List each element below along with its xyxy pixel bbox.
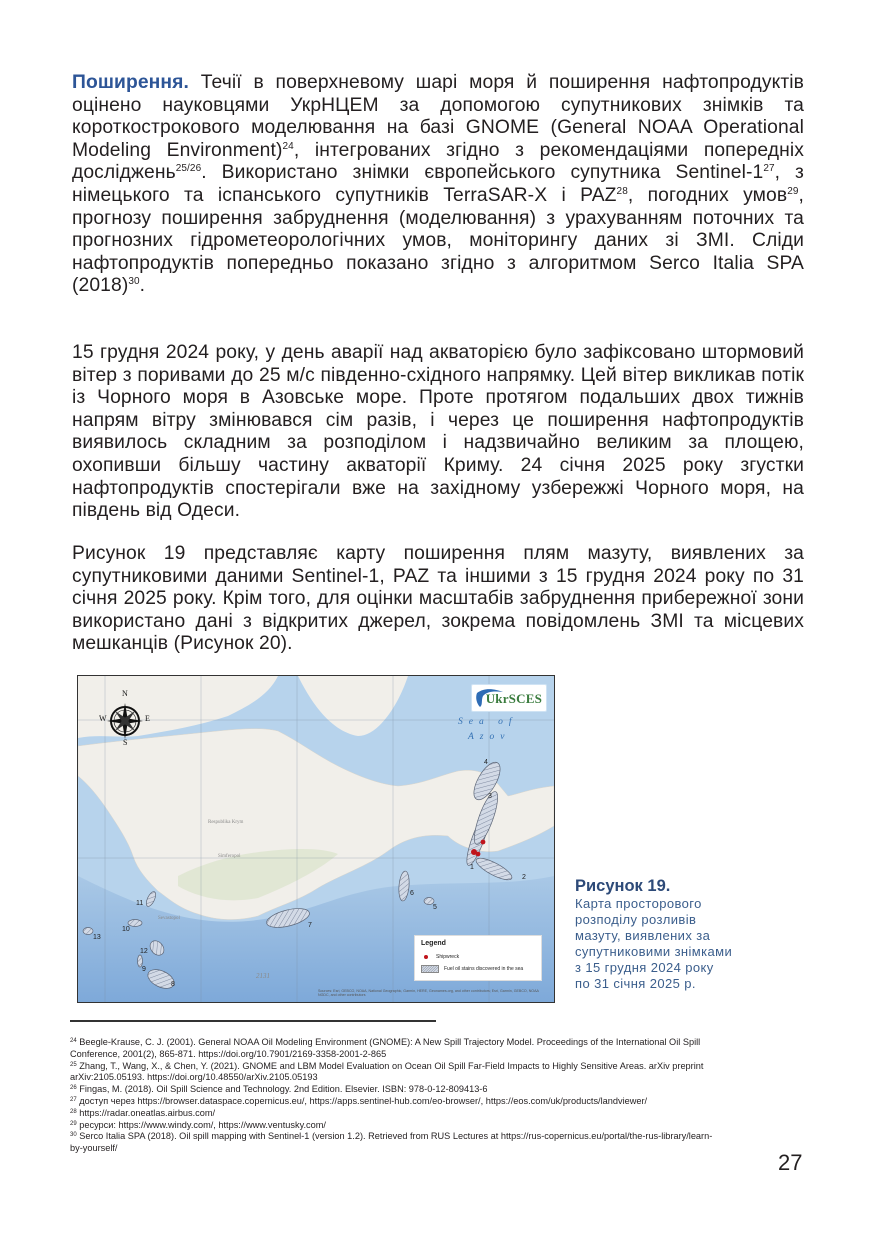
footnote-ref[interactable]: 24 (282, 140, 294, 152)
paragraph-text: , з німецького та іспанського супутників TerraSAR-X і PAZ (72, 162, 804, 206)
footnote-text[interactable]: ресурси: https://www.windy.com/, https://www.ventusky.com/ (79, 1119, 326, 1130)
paragraph-spread (72, 72, 804, 298)
shipwreck-dot-icon (424, 955, 428, 959)
map-attribution: Sources: Esri, GEBCO, NOAA, National Geographic, Garmin, HERE, Geonames.org, and other contributors; Esri, Garmin, GEBCO, NOAA NGDC, and other contributors (318, 989, 539, 998)
spill-label-7: 7 (308, 922, 312, 929)
footnotes (70, 1037, 720, 1155)
paragraph-figure-intro: Рисунок 19 представляє карту поширення плям мазуту, виявлених за супутниковими даними Sentinel-1, PAZ та іншими з 15 грудня 2024 року по 31 січня 2025 року. Крім того, для оцінки масштабів забруднення прибережної зони використано дані з відкритих джерел, зокрема повідомлень ЗМІ та місцевих мешканців (Рисунок 20). (72, 543, 804, 655)
depth-label: 2131 (256, 972, 270, 980)
spill-label-6: 6 (410, 890, 414, 897)
spill-label-1: 1 (470, 864, 474, 871)
paragraph-text: , прогнозу поширення забруднення (моделювання) з урахуванням поточних та прогнозних гідрометеорологічних умов, моніторингу даних зі ЗМІ. Сліди нафтопродуктів попередньо показано згідно з алгоритмом Serco Italia SPA (2018) (72, 184, 804, 297)
figure-caption (575, 876, 795, 992)
footnote-text[interactable]: доступ через https://browser.dataspace.copernicus.eu/, https://apps.sentinel-hub.com/eo-browser/, https://eos.com/uk/products/landviewer/ (79, 1095, 648, 1106)
compass-east: E (145, 714, 150, 723)
footnote-30 (70, 1131, 720, 1155)
legend-label: Shipwreck (436, 954, 460, 960)
spill-label-2: 2 (522, 874, 526, 881)
paragraph-text: . Використано знімки європейського супутника Sentinel-1 (201, 162, 764, 184)
compass-south: S (123, 738, 128, 747)
footnote-26 (70, 1084, 720, 1096)
legend-label: Fuel oil stains discovered in the sea (444, 966, 524, 972)
caption-line: мазуту, виявлених за (575, 928, 711, 943)
paragraph-text: , інтегрованих згідно з рекомендаціями попередніх досліджень (72, 139, 804, 184)
legend-title: Legend (421, 940, 446, 947)
footnote-text: Zhang, T., Wang, X., & Chen, Y. (2021). GNOME and LBM Model Evaluation on Ocean Oil Spill Far-Field Impacts to Highly Sensitive Areas. arXiv preprint arXiv:2105.05193. https://doi.org/10.48550/arXiv.2105.05193 (70, 1060, 704, 1083)
legend-item-shipwreck (421, 954, 459, 960)
caption-line: розподілу розливів (575, 912, 697, 927)
footnote-number: 29 (70, 1120, 77, 1127)
spill-label-3: 3 (488, 793, 492, 800)
paragraph-text: . (139, 275, 146, 297)
footnote-link[interactable]: https://radar.oneatlas.airbus.com/ (79, 1107, 216, 1118)
spill-label-10: 10 (122, 926, 130, 933)
footnote-divider (70, 1020, 436, 1022)
paragraph-text: , погодних умов (627, 184, 788, 206)
footnote-text: Fingas, M. (2018). Oil Spill Science and Technology. 2nd Edition. Elsevier. ISBN: 978-0-12-809413-6 (79, 1084, 488, 1095)
paragraph-text: Течії в поверхневому шарі моря й поширення нафтопродуктів оцінено науковцями УкрНЦЕМ за допомогою супутникових знімків та короткострокового моделювання на базі GNOME (General NOAA Operational Modeling Environment) (72, 72, 804, 161)
paragraph-accident: 15 грудня 2024 року, у день аварії над акваторією було зафіксовано штормовий вітер з поривами до 25 м/с південно-східного напрямку. Цей вітер викликав потік із Чорного моря в Азовське море. Проте протягом подальших двох тижнів напрям вітру змінювався сім разів, і через це поширення нафтопродуктів виявилось складним за розподілом і надзвичайно великим за площею, охопивши більшу частину акваторії Криму. 24 січня 2025 року згустки нафтопродуктів спостерігали вже на західному узбережжі Чорного моря, на південь від Одеси. (72, 342, 804, 522)
footnote-number: 28 (70, 1108, 77, 1115)
spill-label-4: 4 (484, 759, 488, 766)
footnote-text[interactable]: Serco Italia SPA (2018). Oil spill mapping with Sentinel-1 (version 1.2). Retrieved from RUS Lectures at https://rus-copernicus.eu/portal/the-rus-library/learn-by-yourself/ (70, 1131, 713, 1154)
map-legend (414, 935, 542, 981)
footnote-number: 25 (70, 1061, 77, 1068)
logo-text: UkrSCES (485, 691, 542, 706)
place-simferopol: Simferopol (218, 854, 241, 859)
hatched-area-icon (421, 965, 439, 973)
shipwreck-marker[interactable] (476, 852, 481, 857)
caption-line: з 15 грудня 2024 року (575, 960, 714, 975)
footnote-ref[interactable]: 30 (128, 276, 140, 288)
footnote-number: 27 (70, 1096, 77, 1103)
compass-north: N (122, 689, 128, 698)
spill-label-12: 12 (140, 948, 148, 955)
place-respublika-krym: Respublika Krym (208, 820, 244, 825)
footnote-text: Beegle-Krause, C. J. (2001). General NOAA Oil Modeling Environment (GNOME): A New Spill Trajectory Model. Proceedings of the International Oil Spill Conference, 2001(2), 865-871. https://doi.org/10.7901/2169-3358-2001-2-865 (70, 1037, 701, 1059)
spill-label-8: 8 (171, 981, 175, 988)
footnote-ref[interactable]: 28 (616, 185, 628, 197)
footnote-number: 30 (70, 1132, 77, 1139)
footnote-ref[interactable]: 25/26 (175, 163, 202, 175)
footnote-number: 26 (70, 1085, 77, 1092)
footnote-24 (70, 1037, 720, 1061)
place-sevastopol: Sevastopol (158, 916, 180, 921)
spill-label-13: 13 (93, 934, 101, 941)
footnote-ref[interactable]: 27 (763, 163, 775, 175)
footnote-25 (70, 1061, 720, 1085)
footnote-27 (70, 1096, 720, 1108)
footnote-28 (70, 1108, 720, 1120)
spill-10[interactable] (128, 920, 142, 927)
spill-label-9: 9 (142, 966, 146, 973)
page-number: 27 (778, 1150, 803, 1175)
caption-line: Карта просторового (575, 896, 702, 911)
caption-line: по 31 січня 2025 р. (575, 976, 696, 991)
ukrsces-logo (471, 684, 547, 712)
legend-item-stains (421, 965, 523, 973)
footnote-number: 24 (70, 1038, 77, 1044)
compass-west: W (99, 714, 107, 723)
spill-13[interactable] (83, 928, 93, 935)
spill-label-11: 11 (136, 900, 144, 907)
sea-of-azov-label-2: Azov (468, 732, 511, 742)
caption-title: Рисунок 19. (575, 877, 671, 895)
shipwreck-marker[interactable] (481, 840, 486, 845)
sea-of-azov-label-1: Sea of (458, 717, 518, 727)
caption-line: супутниковими знімками (575, 944, 733, 959)
footnote-29 (70, 1120, 720, 1132)
section-lead-heading: Поширення. (72, 72, 189, 93)
footnote-ref[interactable]: 29 (787, 185, 799, 197)
spill-label-5: 5 (433, 904, 437, 911)
